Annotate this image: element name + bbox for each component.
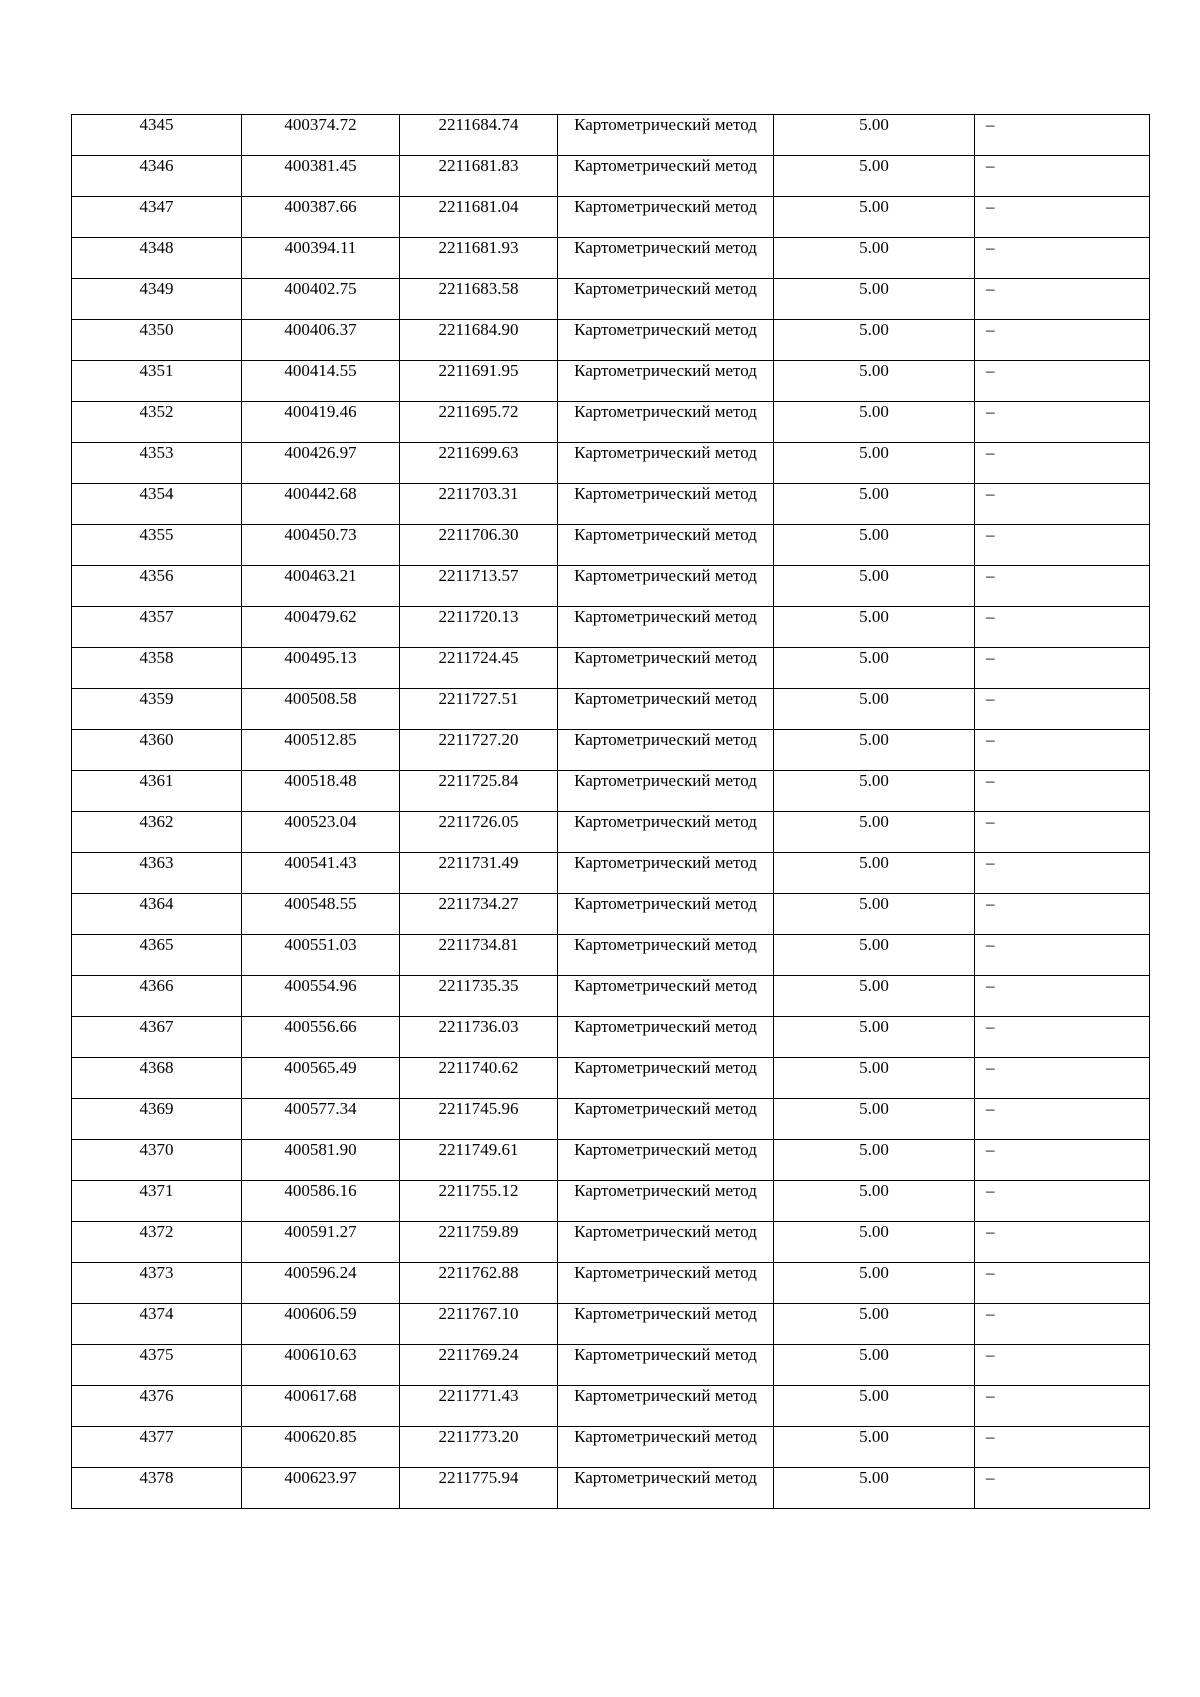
y-coordinate-cell: 2211725.84 <box>400 771 558 812</box>
x-coordinate-cell: 400426.97 <box>242 443 400 484</box>
note-cell: – <box>975 443 1150 484</box>
note-cell: – <box>975 484 1150 525</box>
y-coordinate-cell: 2211755.12 <box>400 1181 558 1222</box>
table-row <box>72 1468 1150 1509</box>
y-coordinate-cell: 2211773.20 <box>400 1427 558 1468</box>
y-coordinate-cell: 2211749.61 <box>400 1140 558 1181</box>
point-number-cell: 4374 <box>72 1304 242 1345</box>
table-row <box>72 1222 1150 1263</box>
y-coordinate-cell: 2211726.05 <box>400 812 558 853</box>
precision-cell: 5.00 <box>774 1140 975 1181</box>
y-coordinate-cell: 2211767.10 <box>400 1304 558 1345</box>
method-cell: Картометрический метод <box>558 976 774 1017</box>
table-row <box>72 320 1150 361</box>
note-cell: – <box>975 1427 1150 1468</box>
table-row <box>72 853 1150 894</box>
x-coordinate-cell: 400596.24 <box>242 1263 400 1304</box>
table-row <box>72 976 1150 1017</box>
precision-cell: 5.00 <box>774 156 975 197</box>
method-cell: Картометрический метод <box>558 525 774 566</box>
point-number-cell: 4367 <box>72 1017 242 1058</box>
x-coordinate-cell: 400387.66 <box>242 197 400 238</box>
table-row <box>72 156 1150 197</box>
note-cell: – <box>975 812 1150 853</box>
table-row <box>72 730 1150 771</box>
table-row <box>72 1345 1150 1386</box>
precision-cell: 5.00 <box>774 771 975 812</box>
precision-cell: 5.00 <box>774 443 975 484</box>
x-coordinate-cell: 400450.73 <box>242 525 400 566</box>
method-cell: Картометрический метод <box>558 607 774 648</box>
note-cell: – <box>975 1017 1150 1058</box>
table-row <box>72 566 1150 607</box>
method-cell: Картометрический метод <box>558 935 774 976</box>
precision-cell: 5.00 <box>774 1427 975 1468</box>
method-cell: Картометрический метод <box>558 853 774 894</box>
point-number-cell: 4370 <box>72 1140 242 1181</box>
point-number-cell: 4364 <box>72 894 242 935</box>
x-coordinate-cell: 400551.03 <box>242 935 400 976</box>
precision-cell: 5.00 <box>774 238 975 279</box>
note-cell: – <box>975 156 1150 197</box>
method-cell: Картометрический метод <box>558 648 774 689</box>
method-cell: Картометрический метод <box>558 1427 774 1468</box>
precision-cell: 5.00 <box>774 1386 975 1427</box>
table-row <box>72 771 1150 812</box>
table-row <box>72 935 1150 976</box>
note-cell: – <box>975 1386 1150 1427</box>
table-row <box>72 525 1150 566</box>
method-cell: Картометрический метод <box>558 320 774 361</box>
note-cell: – <box>975 853 1150 894</box>
point-number-cell: 4357 <box>72 607 242 648</box>
method-cell: Картометрический метод <box>558 156 774 197</box>
note-cell: – <box>975 1140 1150 1181</box>
point-number-cell: 4349 <box>72 279 242 320</box>
point-number-cell: 4361 <box>72 771 242 812</box>
point-number-cell: 4353 <box>72 443 242 484</box>
method-cell: Картометрический метод <box>558 1099 774 1140</box>
note-cell: – <box>975 1345 1150 1386</box>
x-coordinate-cell: 400523.04 <box>242 812 400 853</box>
method-cell: Картометрический метод <box>558 1263 774 1304</box>
table-row <box>72 361 1150 402</box>
point-number-cell: 4368 <box>72 1058 242 1099</box>
x-coordinate-cell: 400617.68 <box>242 1386 400 1427</box>
note-cell: – <box>975 1468 1150 1509</box>
table-row <box>72 238 1150 279</box>
point-number-cell: 4376 <box>72 1386 242 1427</box>
y-coordinate-cell: 2211699.63 <box>400 443 558 484</box>
point-number-cell: 4348 <box>72 238 242 279</box>
table-row <box>72 1058 1150 1099</box>
table-row <box>72 607 1150 648</box>
point-number-cell: 4352 <box>72 402 242 443</box>
note-cell: – <box>975 1058 1150 1099</box>
y-coordinate-cell: 2211681.83 <box>400 156 558 197</box>
table-row <box>72 1263 1150 1304</box>
y-coordinate-cell: 2211713.57 <box>400 566 558 607</box>
note-cell: – <box>975 525 1150 566</box>
table-row <box>72 1386 1150 1427</box>
x-coordinate-cell: 400402.75 <box>242 279 400 320</box>
table-row <box>72 1140 1150 1181</box>
y-coordinate-cell: 2211775.94 <box>400 1468 558 1509</box>
note-cell: – <box>975 894 1150 935</box>
point-number-cell: 4347 <box>72 197 242 238</box>
note-cell: – <box>975 1099 1150 1140</box>
precision-cell: 5.00 <box>774 935 975 976</box>
point-number-cell: 4375 <box>72 1345 242 1386</box>
precision-cell: 5.00 <box>774 1222 975 1263</box>
method-cell: Картометрический метод <box>558 894 774 935</box>
y-coordinate-cell: 2211684.74 <box>400 115 558 156</box>
table-row <box>72 115 1150 156</box>
point-number-cell: 4355 <box>72 525 242 566</box>
precision-cell: 5.00 <box>774 197 975 238</box>
point-number-cell: 4345 <box>72 115 242 156</box>
method-cell: Картометрический метод <box>558 1181 774 1222</box>
precision-cell: 5.00 <box>774 976 975 1017</box>
point-number-cell: 4360 <box>72 730 242 771</box>
y-coordinate-cell: 2211731.49 <box>400 853 558 894</box>
table-row <box>72 689 1150 730</box>
method-cell: Картометрический метод <box>558 1345 774 1386</box>
point-number-cell: 4359 <box>72 689 242 730</box>
precision-cell: 5.00 <box>774 320 975 361</box>
precision-cell: 5.00 <box>774 1345 975 1386</box>
y-coordinate-cell: 2211681.04 <box>400 197 558 238</box>
precision-cell: 5.00 <box>774 730 975 771</box>
y-coordinate-cell: 2211734.27 <box>400 894 558 935</box>
method-cell: Картометрический метод <box>558 1222 774 1263</box>
method-cell: Картометрический метод <box>558 197 774 238</box>
y-coordinate-cell: 2211735.35 <box>400 976 558 1017</box>
y-coordinate-cell: 2211762.88 <box>400 1263 558 1304</box>
x-coordinate-cell: 400556.66 <box>242 1017 400 1058</box>
method-cell: Картометрический метод <box>558 812 774 853</box>
x-coordinate-cell: 400374.72 <box>242 115 400 156</box>
y-coordinate-cell: 2211724.45 <box>400 648 558 689</box>
point-number-cell: 4377 <box>72 1427 242 1468</box>
x-coordinate-cell: 400623.97 <box>242 1468 400 1509</box>
note-cell: – <box>975 935 1150 976</box>
y-coordinate-cell: 2211695.72 <box>400 402 558 443</box>
x-coordinate-cell: 400442.68 <box>242 484 400 525</box>
precision-cell: 5.00 <box>774 361 975 402</box>
note-cell: – <box>975 1263 1150 1304</box>
note-cell: – <box>975 976 1150 1017</box>
precision-cell: 5.00 <box>774 279 975 320</box>
x-coordinate-cell: 400610.63 <box>242 1345 400 1386</box>
x-coordinate-cell: 400414.55 <box>242 361 400 402</box>
x-coordinate-cell: 400479.62 <box>242 607 400 648</box>
note-cell: – <box>975 607 1150 648</box>
table-row <box>72 1017 1150 1058</box>
precision-cell: 5.00 <box>774 402 975 443</box>
precision-cell: 5.00 <box>774 1058 975 1099</box>
table-row <box>72 197 1150 238</box>
y-coordinate-cell: 2211740.62 <box>400 1058 558 1099</box>
x-coordinate-cell: 400495.13 <box>242 648 400 689</box>
x-coordinate-cell: 400586.16 <box>242 1181 400 1222</box>
table-row <box>72 402 1150 443</box>
point-number-cell: 4358 <box>72 648 242 689</box>
note-cell: – <box>975 730 1150 771</box>
method-cell: Картометрический метод <box>558 484 774 525</box>
x-coordinate-cell: 400541.43 <box>242 853 400 894</box>
x-coordinate-cell: 400419.46 <box>242 402 400 443</box>
coordinates-table <box>71 114 1150 1509</box>
x-coordinate-cell: 400381.45 <box>242 156 400 197</box>
note-cell: – <box>975 279 1150 320</box>
note-cell: – <box>975 320 1150 361</box>
point-number-cell: 4354 <box>72 484 242 525</box>
precision-cell: 5.00 <box>774 525 975 566</box>
x-coordinate-cell: 400581.90 <box>242 1140 400 1181</box>
x-coordinate-cell: 400577.34 <box>242 1099 400 1140</box>
x-coordinate-cell: 400518.48 <box>242 771 400 812</box>
point-number-cell: 4372 <box>72 1222 242 1263</box>
table-row <box>72 1181 1150 1222</box>
note-cell: – <box>975 402 1150 443</box>
y-coordinate-cell: 2211706.30 <box>400 525 558 566</box>
method-cell: Картометрический метод <box>558 115 774 156</box>
note-cell: – <box>975 689 1150 730</box>
point-number-cell: 4363 <box>72 853 242 894</box>
x-coordinate-cell: 400565.49 <box>242 1058 400 1099</box>
note-cell: – <box>975 238 1150 279</box>
precision-cell: 5.00 <box>774 1468 975 1509</box>
table-row <box>72 648 1150 689</box>
point-number-cell: 4356 <box>72 566 242 607</box>
y-coordinate-cell: 2211720.13 <box>400 607 558 648</box>
y-coordinate-cell: 2211703.31 <box>400 484 558 525</box>
y-coordinate-cell: 2211727.20 <box>400 730 558 771</box>
table-row <box>72 484 1150 525</box>
precision-cell: 5.00 <box>774 1304 975 1345</box>
point-number-cell: 4369 <box>72 1099 242 1140</box>
y-coordinate-cell: 2211683.58 <box>400 279 558 320</box>
note-cell: – <box>975 115 1150 156</box>
x-coordinate-cell: 400508.58 <box>242 689 400 730</box>
note-cell: – <box>975 771 1150 812</box>
note-cell: – <box>975 1181 1150 1222</box>
point-number-cell: 4366 <box>72 976 242 1017</box>
method-cell: Картометрический метод <box>558 689 774 730</box>
y-coordinate-cell: 2211691.95 <box>400 361 558 402</box>
note-cell: – <box>975 648 1150 689</box>
table-row <box>72 1304 1150 1345</box>
note-cell: – <box>975 361 1150 402</box>
table-row <box>72 279 1150 320</box>
y-coordinate-cell: 2211681.93 <box>400 238 558 279</box>
method-cell: Картометрический метод <box>558 1017 774 1058</box>
method-cell: Картометрический метод <box>558 1058 774 1099</box>
y-coordinate-cell: 2211759.89 <box>400 1222 558 1263</box>
table-row <box>72 1427 1150 1468</box>
y-coordinate-cell: 2211769.24 <box>400 1345 558 1386</box>
method-cell: Картометрический метод <box>558 238 774 279</box>
method-cell: Картометрический метод <box>558 1304 774 1345</box>
x-coordinate-cell: 400606.59 <box>242 1304 400 1345</box>
precision-cell: 5.00 <box>774 1017 975 1058</box>
x-coordinate-cell: 400591.27 <box>242 1222 400 1263</box>
point-number-cell: 4362 <box>72 812 242 853</box>
x-coordinate-cell: 400548.55 <box>242 894 400 935</box>
precision-cell: 5.00 <box>774 484 975 525</box>
method-cell: Картометрический метод <box>558 1386 774 1427</box>
table-row <box>72 812 1150 853</box>
method-cell: Картометрический метод <box>558 566 774 607</box>
precision-cell: 5.00 <box>774 115 975 156</box>
point-number-cell: 4365 <box>72 935 242 976</box>
x-coordinate-cell: 400394.11 <box>242 238 400 279</box>
coordinates-table-body <box>72 115 1150 1509</box>
point-number-cell: 4351 <box>72 361 242 402</box>
method-cell: Картометрический метод <box>558 361 774 402</box>
table-row <box>72 894 1150 935</box>
precision-cell: 5.00 <box>774 853 975 894</box>
precision-cell: 5.00 <box>774 1263 975 1304</box>
method-cell: Картометрический метод <box>558 1468 774 1509</box>
note-cell: – <box>975 566 1150 607</box>
y-coordinate-cell: 2211736.03 <box>400 1017 558 1058</box>
method-cell: Картометрический метод <box>558 443 774 484</box>
x-coordinate-cell: 400512.85 <box>242 730 400 771</box>
point-number-cell: 4373 <box>72 1263 242 1304</box>
point-number-cell: 4350 <box>72 320 242 361</box>
table-row <box>72 443 1150 484</box>
x-coordinate-cell: 400406.37 <box>242 320 400 361</box>
x-coordinate-cell: 400554.96 <box>242 976 400 1017</box>
y-coordinate-cell: 2211771.43 <box>400 1386 558 1427</box>
precision-cell: 5.00 <box>774 607 975 648</box>
precision-cell: 5.00 <box>774 894 975 935</box>
method-cell: Картометрический метод <box>558 1140 774 1181</box>
method-cell: Картометрический метод <box>558 279 774 320</box>
point-number-cell: 4378 <box>72 1468 242 1509</box>
point-number-cell: 4346 <box>72 156 242 197</box>
x-coordinate-cell: 400463.21 <box>242 566 400 607</box>
precision-cell: 5.00 <box>774 689 975 730</box>
note-cell: – <box>975 197 1150 238</box>
precision-cell: 5.00 <box>774 648 975 689</box>
y-coordinate-cell: 2211727.51 <box>400 689 558 730</box>
note-cell: – <box>975 1222 1150 1263</box>
y-coordinate-cell: 2211745.96 <box>400 1099 558 1140</box>
precision-cell: 5.00 <box>774 812 975 853</box>
x-coordinate-cell: 400620.85 <box>242 1427 400 1468</box>
precision-cell: 5.00 <box>774 566 975 607</box>
method-cell: Картометрический метод <box>558 771 774 812</box>
y-coordinate-cell: 2211684.90 <box>400 320 558 361</box>
y-coordinate-cell: 2211734.81 <box>400 935 558 976</box>
precision-cell: 5.00 <box>774 1099 975 1140</box>
precision-cell: 5.00 <box>774 1181 975 1222</box>
method-cell: Картометрический метод <box>558 730 774 771</box>
point-number-cell: 4371 <box>72 1181 242 1222</box>
method-cell: Картометрический метод <box>558 402 774 443</box>
note-cell: – <box>975 1304 1150 1345</box>
table-row <box>72 1099 1150 1140</box>
